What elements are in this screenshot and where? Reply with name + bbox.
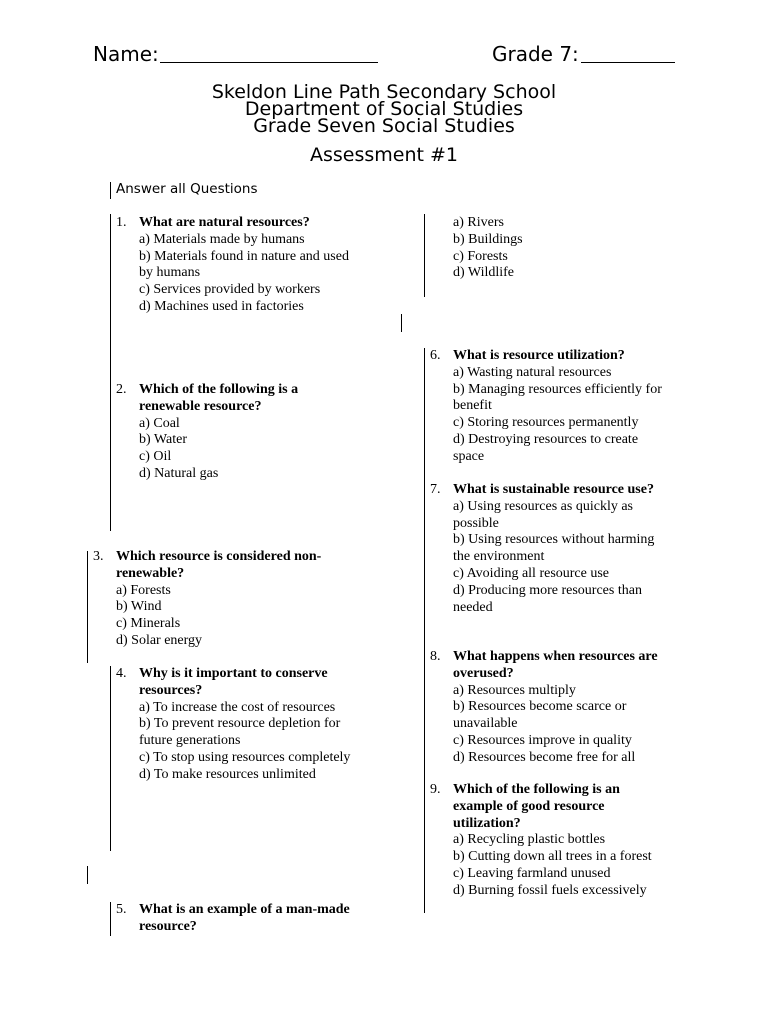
option-d[interactable]: d) Producing more resources than needed — [453, 582, 642, 615]
option-d[interactable]: d) To make resources unlimited — [139, 766, 316, 782]
option-d[interactable]: d) Resources become free for all — [453, 749, 636, 765]
option-b[interactable]: b) Materials found in nature and used by humans — [139, 248, 349, 281]
option-b[interactable]: b) Resources become scarce or unavailable — [453, 699, 627, 732]
option-c[interactable]: c) To stop using resources completely — [139, 749, 351, 765]
question-text: Which resource is considered non-renewable? — [116, 549, 322, 581]
option-d[interactable]: d) Destroying resources to create space — [453, 431, 639, 464]
instructions: Answer all Questions — [116, 181, 258, 197]
option-a[interactable]: a) To increase the cost of resources — [139, 699, 336, 715]
option-d[interactable]: d) Machines used in factories — [139, 298, 304, 314]
option-a[interactable]: a) Recycling plastic bottles — [453, 832, 606, 848]
name-blank-line[interactable] — [160, 62, 378, 63]
option-c[interactable]: c) Services provided by workers — [139, 282, 321, 298]
option-a[interactable]: a) Coal — [139, 415, 180, 431]
course-title: Grade Seven Social Studies — [253, 115, 515, 137]
option-c[interactable]: c) Minerals — [116, 616, 181, 632]
question-text: What is sustainable resource use? — [453, 482, 654, 497]
question-6 — [430, 348, 668, 466]
question-text: What are natural resources? — [139, 215, 310, 230]
question-7 — [430, 482, 668, 616]
section-bar — [424, 214, 425, 297]
option-d[interactable]: d) Natural gas — [139, 465, 219, 481]
question-5-options — [453, 215, 673, 282]
question-2 — [116, 382, 329, 483]
question-5 — [116, 902, 359, 936]
option-a[interactable]: a) Rivers — [453, 215, 504, 230]
option-b[interactable]: b) To prevent resource depletion for future generations — [139, 716, 341, 749]
section-bar — [110, 214, 111, 531]
option-a[interactable]: a) Forests — [116, 582, 171, 598]
question-number: 7. — [430, 482, 441, 497]
option-a[interactable]: a) Using resources as quickly as possible — [453, 498, 634, 531]
option-b[interactable]: b) Buildings — [453, 231, 523, 247]
option-a[interactable]: a) Resources multiply — [453, 682, 576, 698]
option-c[interactable]: c) Leaving farmland unused — [453, 865, 611, 881]
assessment-title: Assessment #1 — [309, 144, 459, 166]
school-title: Skeldon Line Path Secondary School — [211, 81, 557, 103]
question-9 — [430, 782, 678, 900]
question-number: 8. — [430, 649, 441, 664]
option-d[interactable]: d) Burning fossil fuels excessively — [453, 882, 647, 898]
question-text: What is an example of a man-made resource? — [139, 902, 350, 934]
instruction-bar — [110, 182, 111, 199]
question-3 — [93, 549, 356, 650]
question-4 — [116, 666, 364, 784]
option-c[interactable]: c) Resources improve in quality — [453, 732, 632, 748]
question-text: Why is it important to conserve resources? — [139, 666, 328, 698]
question-1 — [116, 215, 359, 316]
question-number: 4. — [116, 666, 127, 681]
grade-label: Grade 7: — [492, 42, 579, 66]
question-number: 6. — [430, 348, 441, 363]
option-c[interactable]: c) Forests — [453, 248, 508, 264]
question-text: What is resource utilization? — [453, 348, 625, 363]
question-text: What happens when resources are overused? — [453, 649, 658, 681]
section-bar — [87, 551, 88, 663]
section-bar — [110, 666, 111, 851]
grade-blank-line[interactable] — [581, 62, 675, 63]
option-a[interactable]: a) Wasting natural resources — [453, 364, 612, 380]
option-c[interactable]: c) Avoiding all resource use — [453, 565, 610, 581]
question-text: Which of the following is a renewable resource? — [139, 382, 299, 414]
section-bar — [401, 314, 402, 332]
department-title: Department of Social Studies — [244, 98, 524, 120]
option-c[interactable]: c) Oil — [139, 449, 172, 465]
question-number: 1. — [116, 215, 127, 230]
option-b[interactable]: b) Cutting down all trees in a forest — [453, 849, 652, 865]
question-number: 3. — [93, 549, 104, 564]
question-text: Which of the following is an example of good resource utilization? — [453, 782, 620, 831]
section-bar — [110, 902, 111, 936]
section-bar — [424, 348, 425, 913]
question-number: 5. — [116, 902, 127, 917]
option-b[interactable]: b) Using resources without harming the environment — [453, 532, 655, 565]
section-bar — [87, 866, 88, 884]
question-number: 9. — [430, 782, 441, 797]
option-b[interactable]: b) Managing resources efficiently for benefit — [453, 381, 662, 414]
option-b[interactable]: b) Wind — [116, 599, 162, 615]
option-b[interactable]: b) Water — [139, 432, 187, 448]
option-d[interactable]: d) Solar energy — [116, 632, 203, 648]
option-d[interactable]: d) Wildlife — [453, 265, 514, 281]
name-label: Name: — [93, 42, 159, 66]
option-c[interactable]: c) Storing resources permanently — [453, 415, 639, 431]
option-a[interactable]: a) Materials made by humans — [139, 231, 305, 247]
question-8 — [430, 649, 668, 767]
question-number: 2. — [116, 382, 127, 397]
